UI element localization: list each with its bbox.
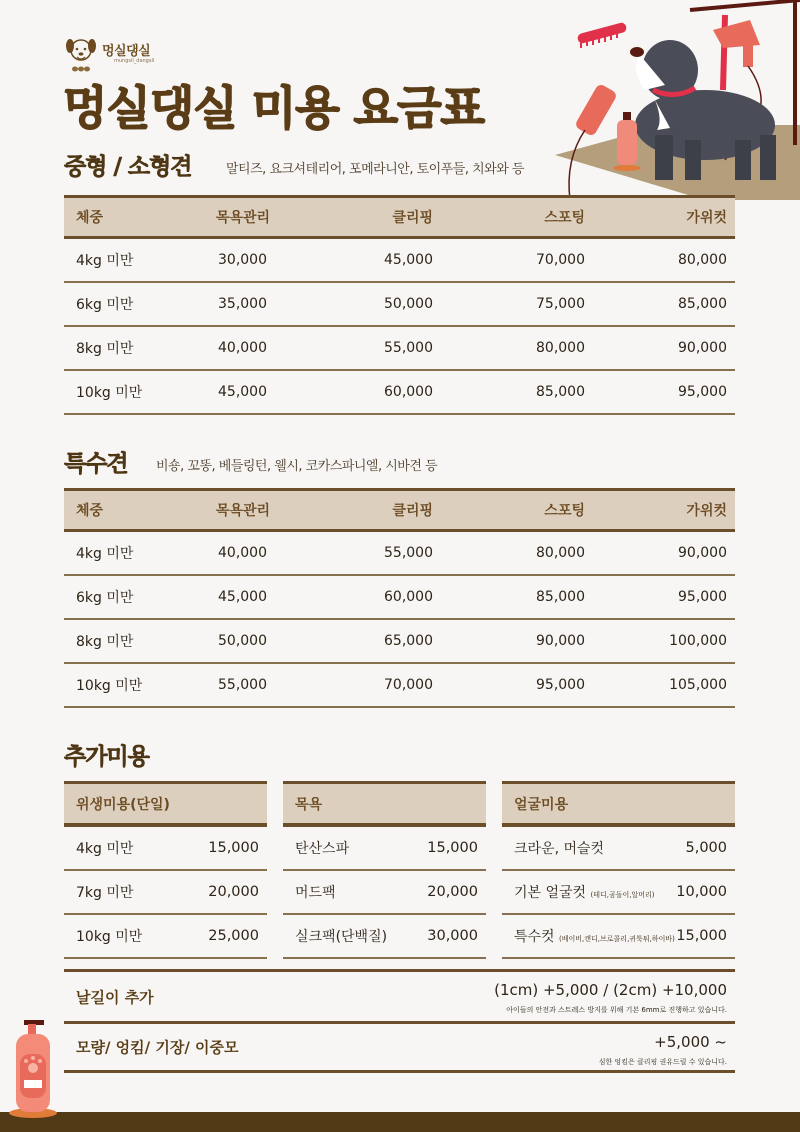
price: 70,000: [384, 677, 433, 693]
table-row: [64, 915, 267, 959]
bath-header: 목욕: [295, 796, 323, 813]
weight: 10kg 미만: [76, 678, 143, 694]
hygiene-header: 위생미용(단일): [76, 796, 170, 813]
price: 90,000: [678, 340, 727, 356]
price: 75,000: [536, 296, 585, 312]
section-desc-special: 비숑, 꼬똥, 베들링턴, 웰시, 코카스파니엘, 시바견 등: [156, 459, 438, 474]
dog-face-icon: [64, 34, 98, 74]
col-clipping: 클리핑: [392, 210, 433, 226]
extra-note: 심한 엉킴은 클리핑 권유드릴 수 있습니다.: [598, 1058, 727, 1066]
item-price: 15,000: [208, 840, 259, 856]
item-label: 실크팩(단백질): [295, 929, 388, 945]
price: 55,000: [218, 677, 267, 693]
extra-label: 날길이 추가: [76, 988, 154, 1006]
schnauzer-grooming-illustration: [545, 0, 800, 210]
item-price: 5,000: [685, 840, 727, 856]
extra-price: +5,000 ~: [654, 1033, 727, 1051]
price: 65,000: [384, 633, 433, 649]
section-desc-medium-small: 말티즈, 요크셔테리어, 포메라니안, 토이푸들, 치와와 등: [226, 162, 524, 177]
col-scissor: 가위컷: [686, 210, 727, 226]
weight: 4kg 미만: [76, 546, 134, 562]
weight: 6kg 미만: [76, 590, 134, 606]
table-row: [64, 576, 735, 620]
item-label: [514, 838, 604, 858]
table-header: [502, 781, 735, 827]
item-label-text: 특수컷: [514, 929, 555, 945]
weight: 8kg 미만: [76, 341, 134, 357]
shampoo-bottle-illustration: [8, 1018, 58, 1118]
item-price: 10,000: [676, 884, 727, 900]
price: 90,000: [678, 545, 727, 561]
extra-row-coat: [64, 1021, 735, 1073]
price: 45,000: [218, 589, 267, 605]
price: 95,000: [678, 384, 727, 400]
price: 60,000: [384, 384, 433, 400]
price: 85,000: [678, 296, 727, 312]
col-bath: 목욕관리: [215, 503, 270, 519]
price: 30,000: [218, 252, 267, 268]
item-label-text: 크라운, 머슬컷: [514, 841, 605, 857]
item-label: 7kg 미만: [76, 885, 134, 901]
price: 85,000: [536, 384, 585, 400]
table-row: [64, 283, 735, 327]
face-header: 얼굴미용: [514, 796, 569, 813]
bath-table: [283, 781, 486, 959]
table-row: [502, 915, 735, 959]
price: 40,000: [218, 545, 267, 561]
price: 95,000: [536, 677, 585, 693]
price: 70,000: [536, 252, 585, 268]
table-row: [64, 532, 735, 576]
weight: 10kg 미만: [76, 385, 143, 401]
col-sporting: 스포팅: [544, 503, 585, 519]
weight: 6kg 미만: [76, 297, 134, 313]
table-row: [64, 620, 735, 664]
price: 50,000: [384, 296, 433, 312]
item-label: 탄산스파: [295, 841, 350, 857]
item-label: 머드팩: [295, 885, 336, 901]
item-price: 25,000: [208, 928, 259, 944]
item-label: 10kg 미만: [76, 929, 143, 945]
col-scissor: 가위컷: [686, 503, 727, 519]
logo-brand-name: 멍실댕실: [102, 44, 151, 59]
table-row: [283, 827, 486, 871]
weight: 8kg 미만: [76, 634, 134, 650]
extra-note: 아이들의 안전과 스트레스 방지를 위해 기본 6mm로 진행하고 있습니다.: [506, 1006, 727, 1014]
table-row: [283, 915, 486, 959]
table-row: [64, 871, 267, 915]
table-header: [283, 781, 486, 827]
footer-bar: [0, 1112, 800, 1132]
item-label-text: 기본 얼굴컷: [514, 885, 587, 901]
brand-logo: [64, 34, 184, 76]
item-label: [514, 926, 675, 946]
hygiene-table: [64, 781, 267, 959]
price: 80,000: [536, 545, 585, 561]
extra-label: 모량/ 엉킴/ 기장/ 이중모: [76, 1038, 239, 1057]
section-title-additional: 추가미용: [64, 744, 149, 770]
comb-icon: [577, 22, 628, 48]
logo-subtitle: mungsil_dangsil: [114, 58, 155, 64]
price: 50,000: [218, 633, 267, 649]
item-note: (베이비,캔디,브로콜리,귀툭튀,하이바): [559, 935, 675, 943]
face-table: [502, 781, 735, 959]
section-title-special: 특수견: [64, 451, 128, 477]
price: 80,000: [536, 340, 585, 356]
weight: 4kg 미만: [76, 253, 134, 269]
table-row: [64, 239, 735, 283]
price: 55,000: [384, 340, 433, 356]
price-table-medium-small: [64, 195, 735, 415]
col-bath: 목욕관리: [215, 210, 270, 226]
item-price: 15,000: [427, 840, 478, 856]
item-price: 15,000: [676, 928, 727, 944]
table-row: [64, 827, 267, 871]
col-sporting: 스포팅: [544, 210, 585, 226]
section-title-medium-small: 중형 / 소형견: [64, 154, 192, 180]
table-row: [283, 871, 486, 915]
price: 60,000: [384, 589, 433, 605]
item-label: 4kg 미만: [76, 841, 134, 857]
price: 40,000: [218, 340, 267, 356]
extra-price: (1cm) +5,000 / (2cm) +10,000: [494, 981, 727, 999]
item-price: 20,000: [427, 884, 478, 900]
price: 100,000: [669, 633, 727, 649]
price: 55,000: [384, 545, 433, 561]
table-header: [64, 488, 735, 532]
price: 35,000: [218, 296, 267, 312]
table-row: [64, 327, 735, 371]
price: 90,000: [536, 633, 585, 649]
col-clipping: 클리핑: [392, 503, 433, 519]
table-row: [64, 371, 735, 415]
table-row: [502, 871, 735, 915]
col-weight: 체중: [76, 210, 104, 226]
item-price: 30,000: [427, 928, 478, 944]
price: 85,000: [536, 589, 585, 605]
price: 95,000: [678, 589, 727, 605]
price: 45,000: [218, 384, 267, 400]
table-header: [64, 195, 735, 239]
price: 45,000: [384, 252, 433, 268]
item-note: (테디,곰돌이,알머리): [590, 891, 655, 899]
extra-row-blade-length: [64, 969, 735, 1021]
table-row: [64, 664, 735, 708]
page-title: 멍실댕실 미용 요금표: [63, 81, 484, 135]
table-header: [64, 781, 267, 827]
price-table-special: [64, 488, 735, 708]
price: 105,000: [669, 677, 727, 693]
col-weight: 체중: [76, 503, 104, 519]
item-price: 20,000: [208, 884, 259, 900]
table-row: [502, 827, 735, 871]
extra-charges: [64, 969, 735, 1073]
price: 80,000: [678, 252, 727, 268]
item-label: [514, 882, 655, 902]
